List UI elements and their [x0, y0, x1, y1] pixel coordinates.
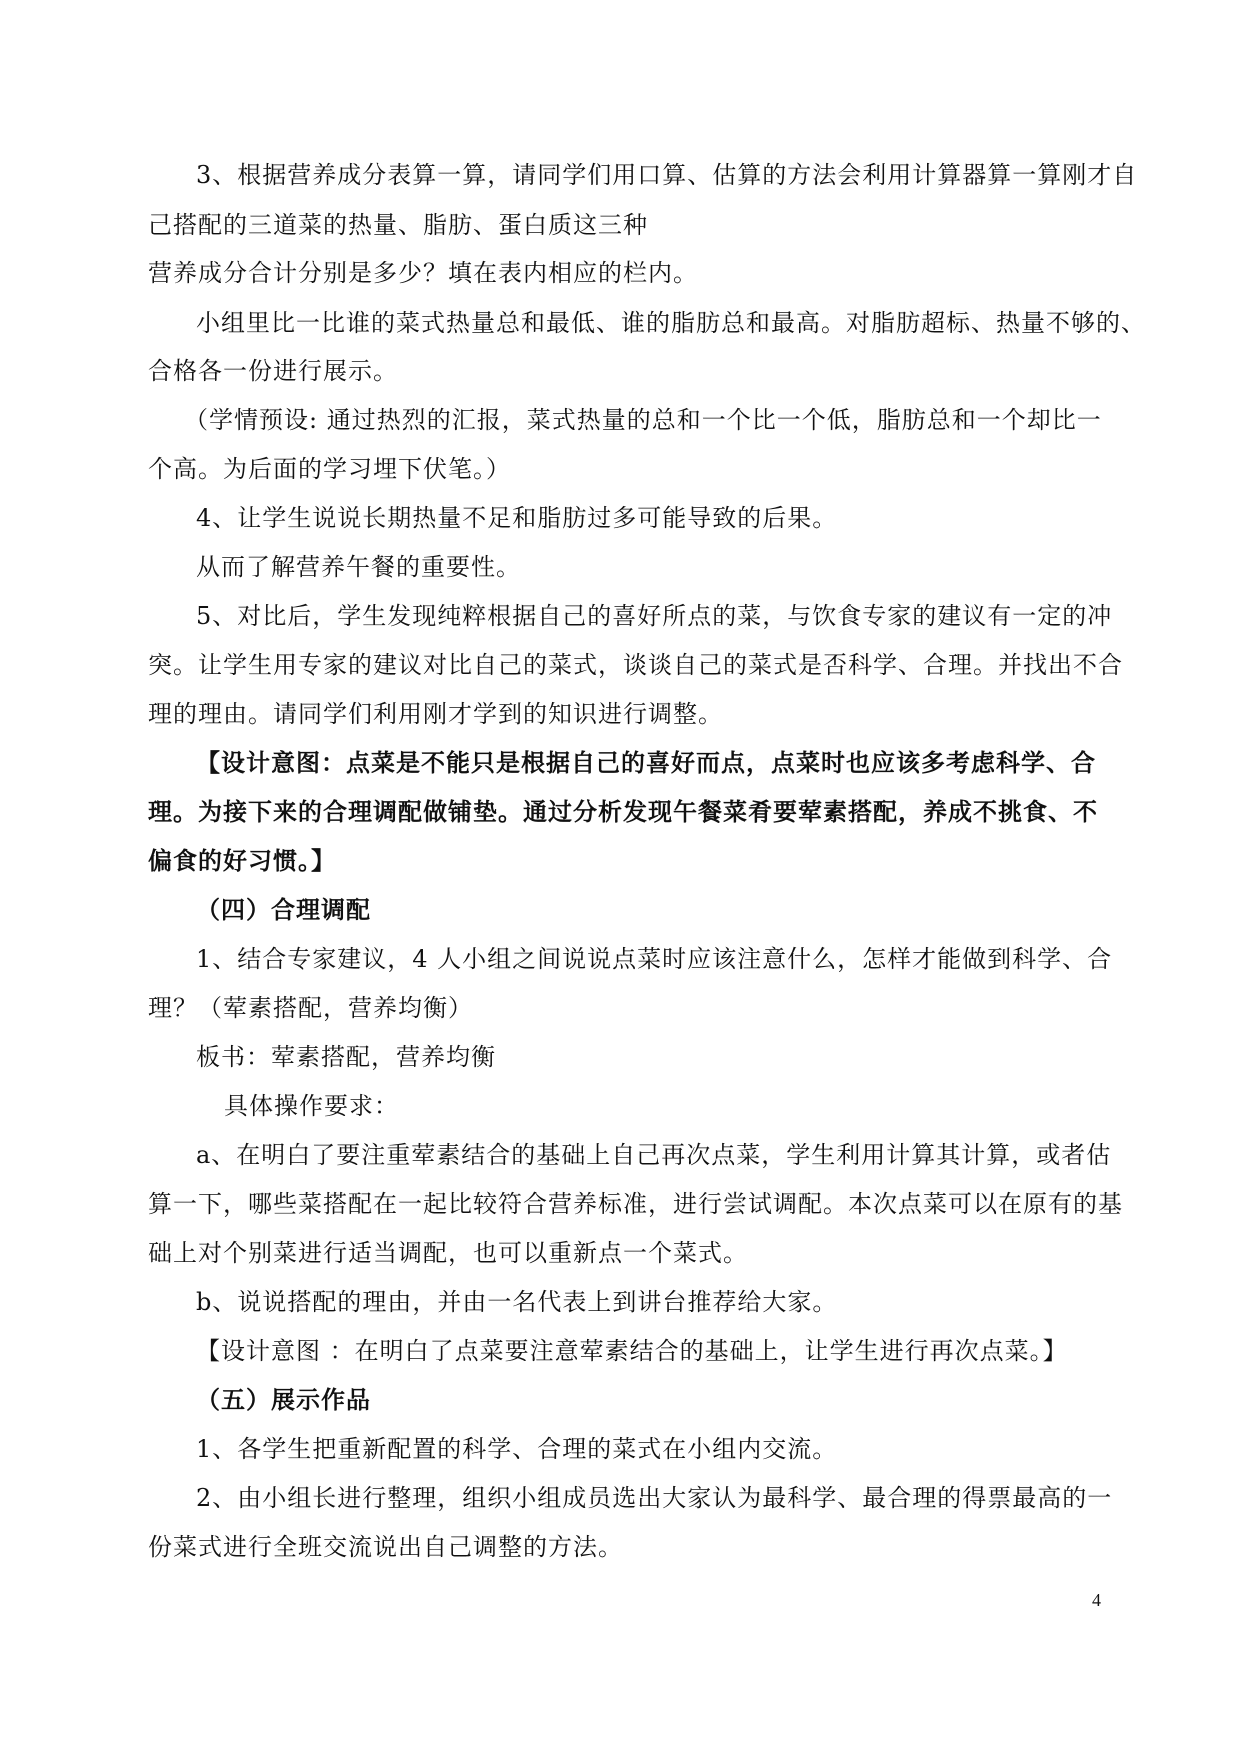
paragraph-line: （学情预设: 通过热烈的汇报，菜式热量的总和一个比一个低，脂肪总和一个却比一: [184, 406, 1102, 434]
paragraph-line: 理的理由。请同学们利用刚才学到的知识进行调整。: [148, 700, 723, 728]
paragraph-line: 突。让学生用专家的建议对比自己的菜式，谈谈自己的菜式是否科学、合理。并找出不合: [148, 651, 1123, 679]
paragraph-line: 5、对比后，学生发现纯粹根据自己的喜好所点的菜，与饮食专家的建议有一定的冲: [196, 602, 1113, 630]
paragraph-line: 小组里比一比谁的菜式热量总和最低、谁的脂肪总和最高。对脂肪超标、热量不够的、: [196, 309, 1146, 337]
paragraph-line: 营养成分合计分别是多少？填在表内相应的栏内。: [148, 259, 698, 287]
paragraph-line: 具体操作要求：: [224, 1092, 399, 1120]
design-intent-line: 【设计意图：点菜是不能只是根据自己的喜好而点，点菜时也应该多考虑科学、合: [196, 748, 1096, 777]
paragraph-line: 2、由小组长进行整理，组织小组成员选出大家认为最科学、最合理的得票最高的一: [196, 1484, 1113, 1512]
section-heading: （五）展示作品: [196, 1385, 371, 1414]
paragraph-line: a、在明白了要注重荤素结合的基础上自己再次点菜，学生利用计算其计算，或者估: [196, 1141, 1112, 1169]
paragraph-line: 算一下，哪些菜搭配在一起比较符合营养标准，进行尝试调配。本次点菜可以在原有的基: [148, 1190, 1123, 1218]
paragraph-line: 3、根据营养成分表算一算，请同学们用口算、估算的方法会利用计算器算一算刚才自: [196, 161, 1138, 189]
paragraph-line: b、说说搭配的理由，并由一名代表上到讲台推荐给大家。: [196, 1288, 838, 1316]
page-number: 4: [1092, 1590, 1101, 1610]
paragraph-line: 1、各学生把重新配置的科学、合理的菜式在小组内交流。: [196, 1435, 838, 1463]
paragraph-line: 础上对个别菜进行适当调配，也可以重新点一个菜式。: [148, 1239, 748, 1267]
paragraph-line: 己搭配的三道菜的热量、脂肪、蛋白质这三种: [148, 211, 648, 239]
paragraph-line: 份菜式进行全班交流说出自己调整的方法。: [148, 1533, 623, 1561]
paragraph-line: 理？（荤素搭配，营养均衡）: [148, 994, 473, 1022]
design-intent-line: 偏食的好习惯。】: [148, 846, 336, 875]
paragraph-line: 板书：荤素搭配，营养均衡: [196, 1043, 496, 1071]
paragraph-line: 个高。为后面的学习埋下伏笔。）: [148, 455, 511, 483]
design-intent-line: 理。为接下来的合理调配做铺垫。通过分析发现午餐菜肴要荤素搭配，养成不挑食、不: [148, 797, 1098, 826]
section-heading: （四）合理调配: [196, 895, 371, 924]
paragraph-line: 1、结合专家建议，4 人小组之间说说点菜时应该注意什么，怎样才能做到科学、合: [196, 945, 1113, 973]
design-intent-line: 【设计意图 ：在明白了点菜要注意荤素结合的基础上，让学生进行再次点菜。】: [196, 1337, 1068, 1365]
paragraph-line: 合格各一份进行展示。: [148, 357, 398, 385]
paragraph-line: 4、让学生说说长期热量不足和脂肪过多可能导致的后果。: [196, 504, 838, 532]
paragraph-line: 从而了解营养午餐的重要性。: [196, 553, 521, 581]
